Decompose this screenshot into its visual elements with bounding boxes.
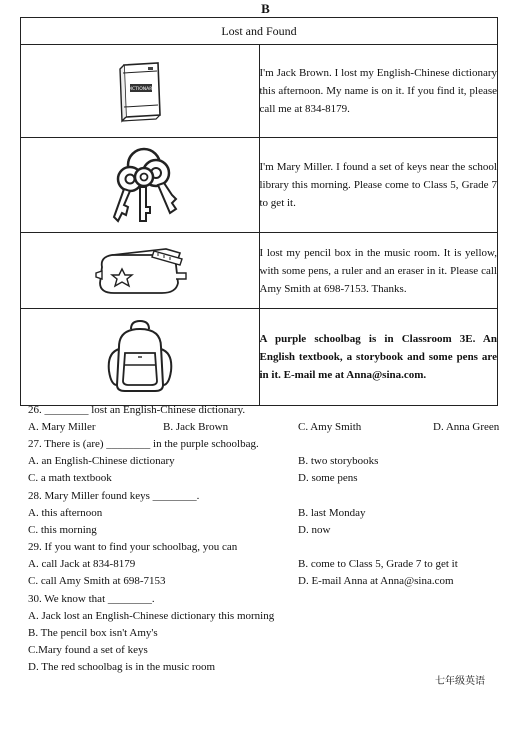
question-27-option-a: A. an English-Chinese dictionary [28,455,175,467]
schoolbag-icon [105,319,175,395]
question-28-option-d: D. now [298,524,331,536]
question-26-stem: 26. ________ lost an English-Chinese dictionary. [28,404,246,416]
question-27-stem: 27. There is (are) ________ in the purple schoolbag. [28,438,259,450]
dictionary-picture-cell [21,45,260,138]
svg-text:DICTIONARY: DICTIONARY [126,87,155,92]
pencil-box-icon [92,243,188,299]
question-30-option-c: C.Mary found a set of keys [28,644,148,656]
keys-icon [100,143,180,227]
schoolbag-picture-cell [21,309,260,406]
table-header-row [21,18,498,45]
table-row [21,138,498,233]
found-keys-notice: I'm Mary Miller. I found a set of keys near the school library this morning. Please come to Class 5, Grade 7 to get it. [259,138,498,233]
question-28-option-a: A. this afternoon [28,507,103,519]
table-row [21,45,498,138]
question-29-option-c: C. call Amy Smith at 698-7153 [28,575,166,587]
question-26-option-d: D. Anna Green [433,421,500,433]
question-28-option-c: C. this morning [28,524,97,536]
pencil-box-picture-cell [21,233,260,309]
question-29-option-a: A. call Jack at 834-8179 [28,558,136,570]
question-28-option-b: B. last Monday [298,507,366,519]
question-27-option-d: D. some pens [298,472,358,484]
question-30-stem: 30. We know that ________. [28,593,155,605]
question-30-option-d: D. The red schoolbag is in the music room [28,661,216,673]
question-29-option-d: D. E-mail Anna at Anna@sina.com [298,575,454,587]
section-letter: B [261,1,270,16]
question-26-option-b: B. Jack Brown [163,421,229,433]
question-29-option-b: B. come to Class 5, Grade 7 to get it [298,558,458,570]
question-30-option-a: A. Jack lost an English-Chinese dictionary this morning [28,610,275,622]
table-row [21,309,498,406]
table-title: Lost and Found [21,18,498,45]
lost-pencil-box-notice: I lost my pencil box in the music room. It is yellow, with some pens, a ruler and an eraser in it. Please call Amy Smith at 698-7153. Thanks. [259,233,498,309]
footer-label: 七年级英语 [435,676,485,687]
keys-picture-cell [21,138,260,233]
lost-and-found-table [20,17,498,406]
question-26-option-c: C. Amy Smith [298,421,362,433]
question-27-option-b: B. two storybooks [298,455,379,467]
question-30-option-b: B. The pencil box isn't Amy's [28,627,158,639]
question-28-stem: 28. Mary Miller found keys ________. [28,490,200,502]
lost-dictionary-notice: I'm Jack Brown. I lost my English-Chinese dictionary this afternoon. My name is on it. If you find it, please call me at 834-8179. [259,45,498,138]
found-schoolbag-notice: A purple schoolbag is in Classroom 3E. An English textbook, a storybook and some pens are in it. E-mail me at Anna@sina.com. [259,309,498,406]
question-26-option-a: A. Mary Miller [28,421,96,433]
table-row [21,233,498,309]
dictionary-icon [110,59,170,123]
question-29-stem: 29. If you want to find your schoolbag, you can [28,541,238,553]
question-27-option-c: C. a math textbook [28,472,112,484]
